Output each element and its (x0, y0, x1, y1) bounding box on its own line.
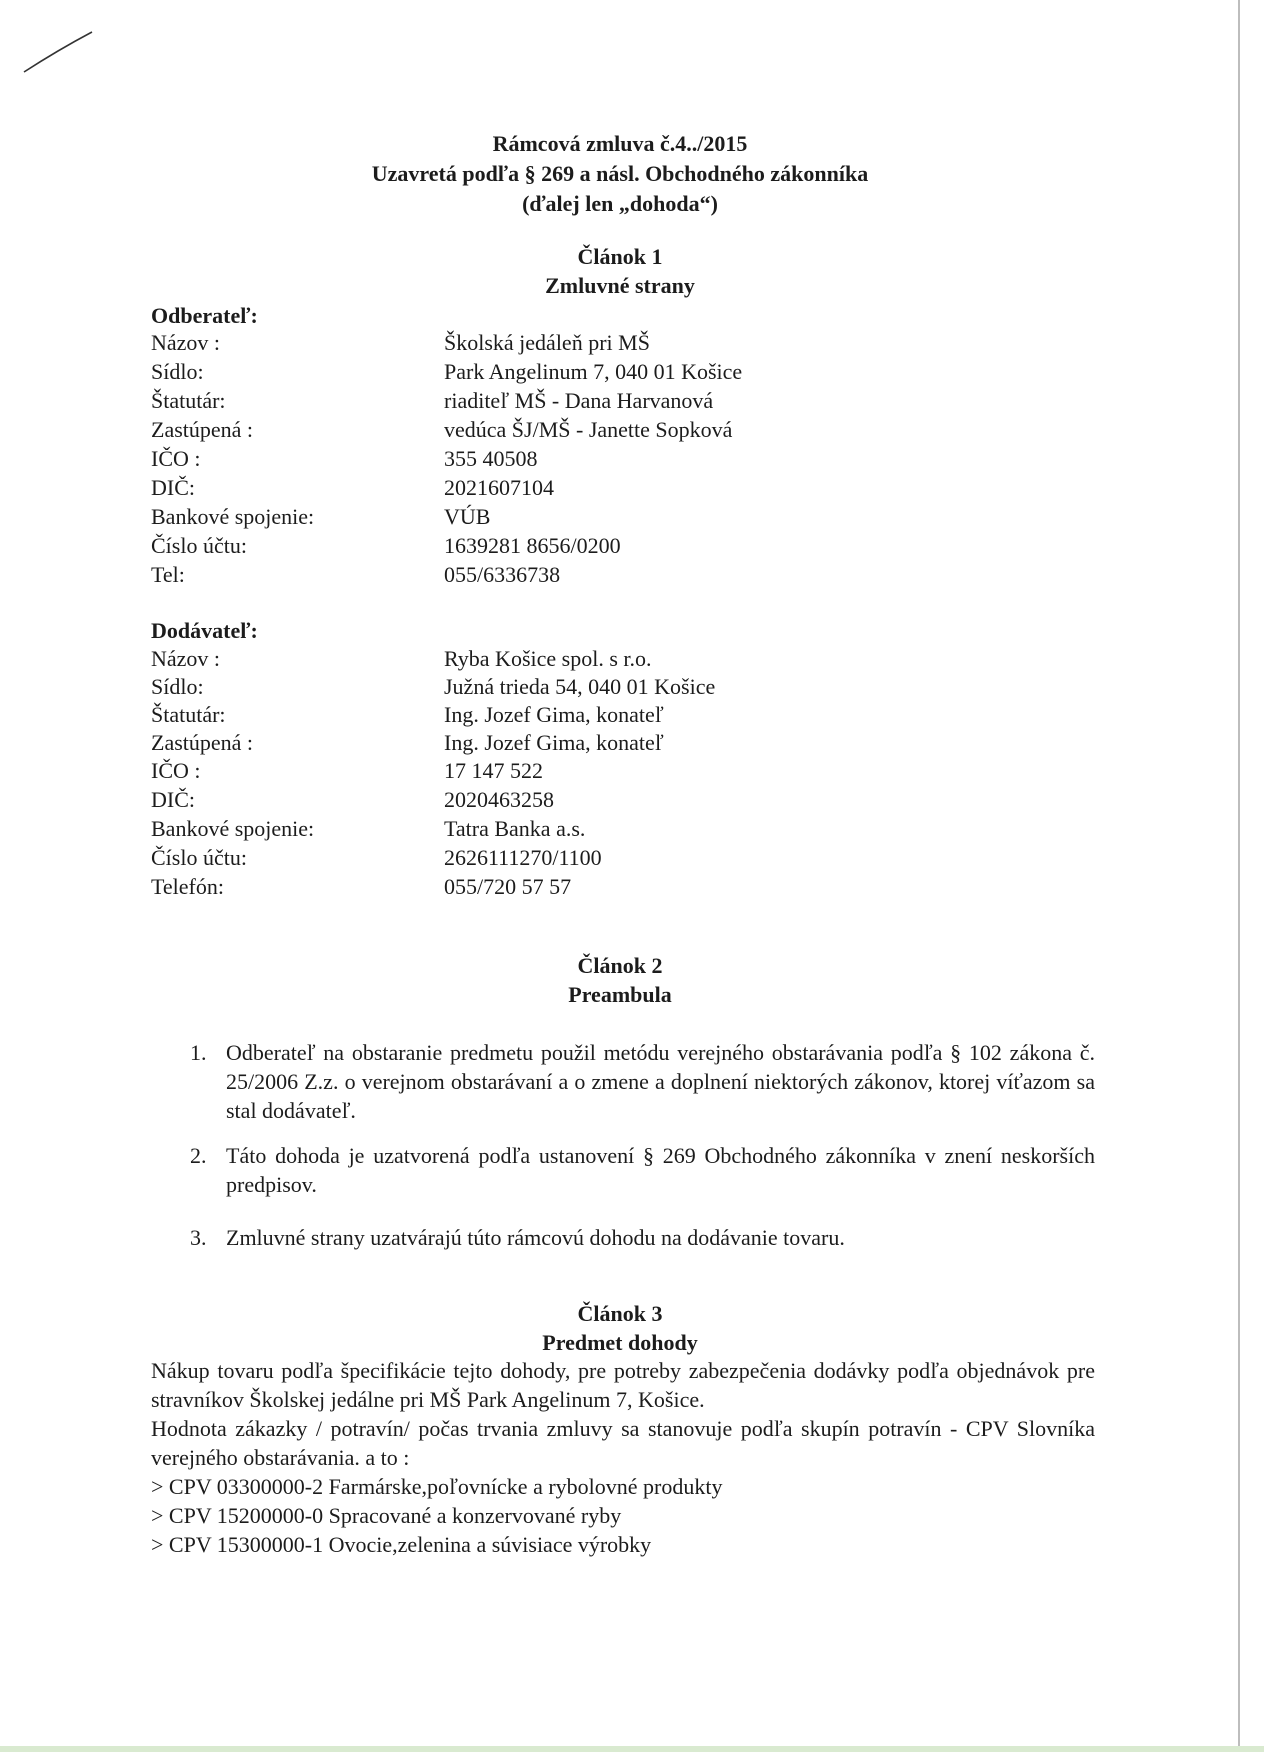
article-2-number: Článok 2 (577, 953, 663, 978)
article-3-number: Článok 3 (577, 1301, 663, 1326)
contract-alias: (ďalej len „dohoda“) (522, 191, 718, 216)
value-paragraph: Hodnota zákazky / potravín/ počas trvania zmluvy sa stanovuje podľa skupín potravín - CPV Slovníka verejného obstarávania. a to : (151, 1416, 1095, 1470)
contract-title: Rámcová zmluva č.4../2015 (492, 131, 748, 156)
article-1-title: Zmluvné strany (545, 273, 695, 298)
article-1-number: Článok 1 (577, 244, 663, 269)
pen-stroke-mark (18, 28, 98, 78)
article-3-title: Predmet dohody (542, 1330, 698, 1355)
supplier-heading: Dodávateľ: (151, 618, 258, 643)
article-2-title: Preambula (568, 982, 672, 1007)
document-page: Rámcová zmluva č.4../2015 Uzavretá podľa § 269 a násl. Obchodného zákonníka (ďalej len „dohoda“) Článok 1 Zmluvné strany Odberateľ: Názov : Školská jedáleň pri MŠ Sídlo: Park Angelinum 7, 040 01 Košice Štatutár: riaditeľ MŠ - Dana Harvanová Zastúpená : vedúca ŠJ/MŠ - Janette Sopková IČO : 355 40508 DIČ: 2021607104 Bankové spojenie: VÚB Číslo účtu: 1639281 8656/0200 Tel: 055/6336738 Dodávateľ: Názov : Ryba Košice spol. s r.o. Sídlo: Južná trieda 54, 040 01 Košice Štatutár: Ing. Jozef Gima, konateľ Zastúpená : Ing. Jozef Gima, konateľ IČO : 17 147 522 DIČ: 2020463258 Bankové spojenie: Tatra Banka a.s. Číslo účtu: 2626111270/1100 Telefón: 055/720 57 57 Článok 2 Preambula 1. Odberateľ na obstaranie predmetu použil metódu verejného obstarávania podľa § 102 zákona č. 25/2006 Z.z. o verejnom obstarávaní a o zmene a doplnení niektorých zákonov, ktorej víťazom sa stal dodávateľ. 2. Táto dohoda je uzatvorená podľa ustanovení § 269 Obchodného zákonníka v znení neskorších predpisov. 3. Zmluvné strany uzatvárajú túto rámcovú dohodu na dodávanie tovaru. Článok 3 Predmet dohody Nákup tovaru podľa špecifikácie tejto dohody, pre potreby zabezpečenia dodávky podľa objednávok pre stravníkov Školskej jedálne pri MŠ Park Angelinum 7, Košice. Hodnota zákazky / potravín/ počas trvania zmluvy sa stanovuje podľa skupín potravín - CPV Slovníka verejného obstarávania. a to : > CPV 03300000-2 Farmárske,poľovnícke a rybolovné produkty > CPV 15200000-0 Spracované a konzervované ryby > CPV 15300000-1 Ovocie,zelenina a súvisiace výrobky (0, 0, 1264, 1752)
cpv-item: > CPV 03300000-2 Farmárske,poľovnícke a rybolovné produkty (151, 1474, 723, 1499)
contract-subtitle: Uzavretá podľa § 269 a násl. Obchodného zákonníka (371, 161, 869, 186)
cpv-item: > CPV 15300000-1 Ovocie,zelenina a súvisiace výrobky (151, 1532, 652, 1557)
cpv-item: > CPV 15200000-0 Spracované a konzervované ryby (151, 1503, 622, 1528)
buyer-heading: Odberateľ: (151, 303, 258, 328)
scan-bottom-band (0, 1746, 1264, 1752)
subject-paragraph: Nákup tovaru podľa špecifikácie tejto dohody, pre potreby zabezpečenia dodávky podľa objednávok pre stravníkov Školskej jedálne pri MŠ Park Angelinum 7, Košice. (151, 1358, 1095, 1412)
